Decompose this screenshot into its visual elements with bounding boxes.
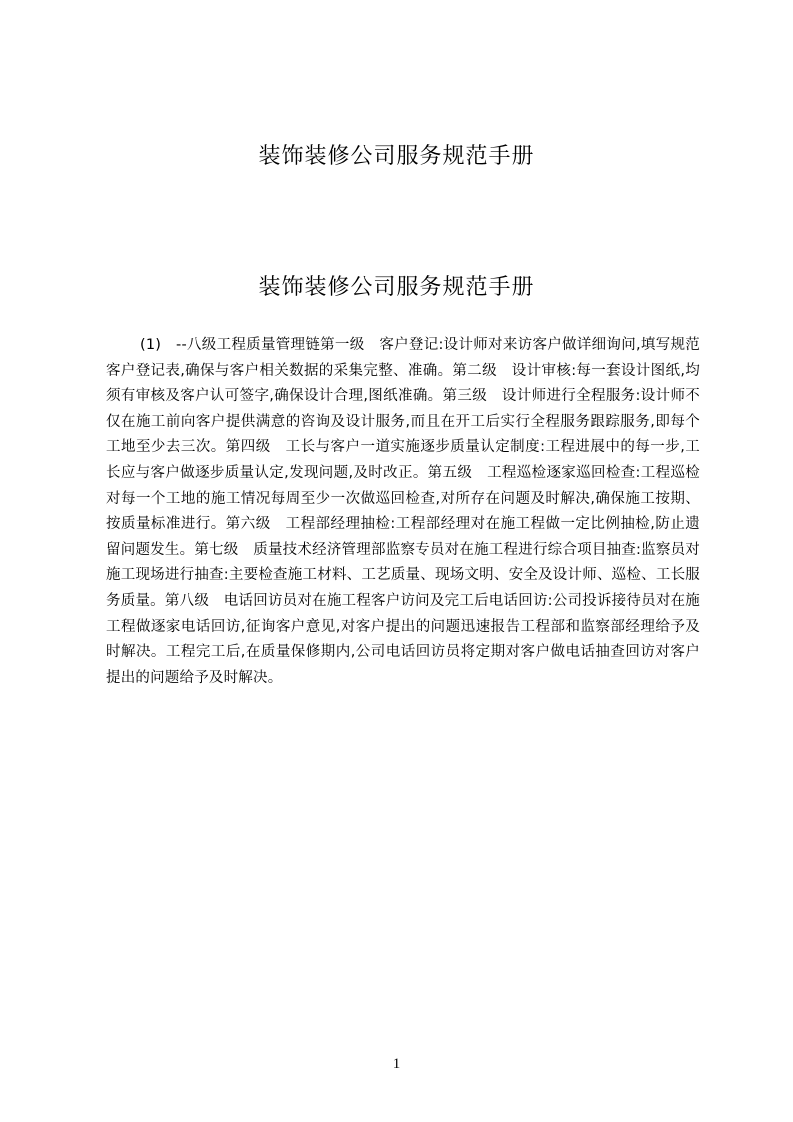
- document-body-paragraph: (1) --八级工程质量管理链第一级 客户登记:设计师对来访客户做详细询问,填写规范客户登记表,确保与客户相关数据的采集完整、准确。第二级 设计审核:每一套设计图纸,均须有审核及客户认可签字,确保设计合理,图纸准确。第三级 设计师进行全程服务:设计师不仅在施工前向客户提供满意的咨询及设计服务,而且在开工后实行全程服务跟踪服务,即每个工地至少去三次。第四级 工长与客户一道实施逐步质量认定制度:工程进展中的每一步,工长应与客户做逐步质量认定,发现问题,及时改正。第五级 工程巡检逐家巡回检查:工程巡检对每一个工地的施工情况每周至少一次做巡回检查,对所存在问题及时解决,确保施工按期、按质量标准进行。第六级 工程部经理抽检:工程部经理对在施工程做一定比例抽检,防止遗留问题发生。第七级 质量技术经济管理部监察专员对在施工程进行综合项目抽查:监察员对施工现场进行抽查:主要检查施工材料、工艺质量、现场文明、安全及设计师、巡检、工长服务质量。第八级 电话回访员对在施工程客户访问及完工后电话回访:公司投诉接待员对在施工程做逐家电话回访,征询客户意见,对客户提出的问题迅速报告工程部和监察部经理给予及时解决。工程完工后,在质量保修期内,公司电话回访员将定期对客户做电话抽查回访对客户提出的问题给予及时解决。: [106, 337, 700, 686]
- document-main-title: 装饰装修公司服务规范手册: [258, 275, 535, 300]
- document-header-title: 装饰装修公司服务规范手册: [258, 144, 535, 169]
- page-number: 1: [392, 1056, 401, 1072]
